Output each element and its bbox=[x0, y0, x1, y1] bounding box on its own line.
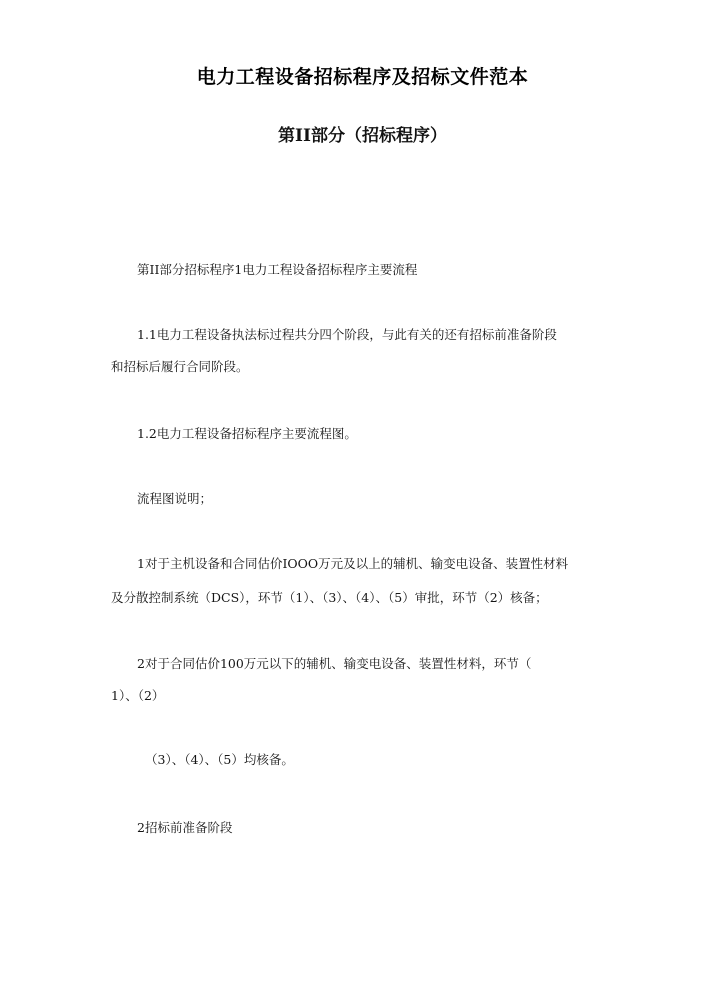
section-2-heading: 2招标前准备阶段 bbox=[137, 820, 233, 835]
document-title: 电力工程设备招标程序及招标文件范本 bbox=[196, 66, 529, 88]
flowchart-note-heading: 流程图说明； bbox=[137, 491, 213, 506]
note-1-line-1: 1对于主机设备和合同估价IOOO万元及以上的辅机、输变电设备、装置性材料 bbox=[137, 556, 569, 571]
note-2-line-2: 1）、（2） bbox=[111, 688, 165, 703]
note-2-line-3: （3）、（4）、（5）均核备。 bbox=[145, 752, 294, 767]
paragraph-1-2: 1.2电力工程设备招标程序主要流程图。 bbox=[137, 426, 357, 441]
paragraph-1-1-line-1: 1.1电力工程设备执法标过程共分四个阶段，与此有关的还有招标前准备阶段 bbox=[137, 327, 557, 342]
paragraph-1-1-line-2: 和招标后履行合同阶段。 bbox=[111, 359, 249, 374]
section-heading-procedure: 第II部分招标程序1电力工程设备招标程序主要流程 bbox=[137, 262, 418, 277]
note-2-line-1: 2对于合同估价100万元以下的辅机、输变电设备、装置性材料，环节（ bbox=[137, 656, 532, 671]
document-subtitle: 第II部分（招标程序） bbox=[278, 126, 447, 146]
note-1-line-2: 及分散控制系统（DCS），环节（1）、（3）、（4）、（5）审批，环节（2）核备； bbox=[111, 590, 548, 605]
